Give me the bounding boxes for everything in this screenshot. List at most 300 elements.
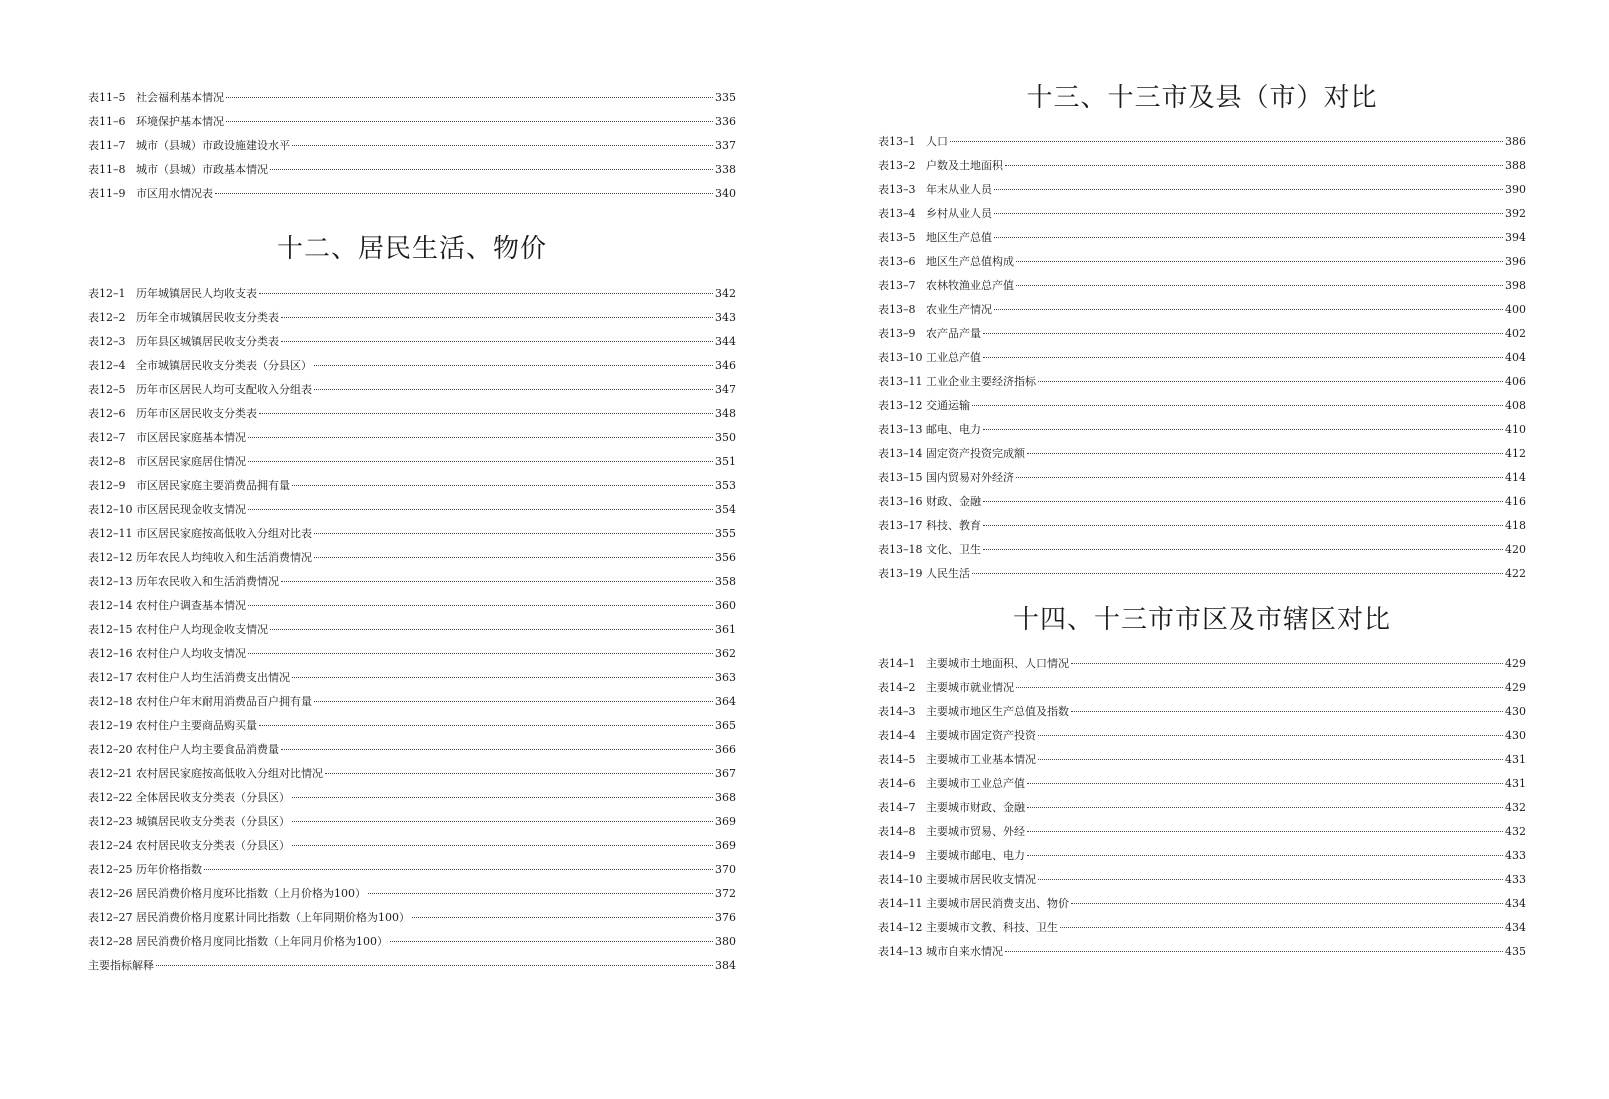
page-number: 433 (1505, 873, 1526, 886)
toc-entry (88, 498, 736, 522)
entry-title: 环境保护基本情况 (136, 115, 224, 128)
entry-title: 历年市区居民收支分类表 (136, 407, 257, 420)
dot-leader (248, 437, 713, 438)
toc-entry (88, 330, 736, 354)
page-number: 370 (715, 863, 736, 876)
toc-entry (878, 418, 1526, 442)
toc-entry (88, 378, 736, 402)
table-number: 表14–6 (878, 777, 916, 790)
table-number: 表12–15 (88, 623, 133, 636)
page-number: 414 (1505, 471, 1526, 484)
table-number: 表13–19 (878, 567, 923, 580)
table-number: 表13–8 (878, 303, 916, 316)
dot-leader (994, 213, 1503, 214)
page-number: 336 (715, 115, 736, 128)
toc-list (88, 86, 736, 206)
toc-entry (878, 772, 1526, 796)
page-number: 356 (715, 551, 736, 564)
entry-title: 文化、卫生 (926, 543, 981, 556)
table-number: 表12–28 (88, 935, 133, 948)
table-number: 表11–6 (88, 115, 126, 128)
toc-entry (878, 130, 1526, 154)
entry-title: 主要城市工业基本情况 (926, 753, 1036, 766)
toc-entry (878, 250, 1526, 274)
page-number: 367 (715, 767, 736, 780)
toc-entry (878, 940, 1526, 964)
table-number: 表12–6 (88, 407, 126, 420)
page-number: 430 (1505, 729, 1526, 742)
entry-title: 地区生产总值 (926, 231, 992, 244)
section13 (878, 74, 1526, 122)
dot-leader (1027, 783, 1503, 784)
table-number: 表13–12 (878, 399, 923, 412)
page-number: 353 (715, 479, 736, 492)
page-number: 408 (1505, 399, 1526, 412)
toc-entry (878, 514, 1526, 538)
toc-entry (878, 322, 1526, 346)
table-number: 表12–21 (88, 767, 133, 780)
dot-leader (1016, 687, 1503, 688)
entry-title: 历年价格指数 (136, 863, 202, 876)
page-number: 348 (715, 407, 736, 420)
table-number: 表12–12 (88, 551, 133, 564)
entry-title: 农村居民家庭按高低收入分组对比情况 (136, 767, 323, 780)
page-number: 386 (1505, 135, 1526, 148)
page-number: 358 (715, 575, 736, 588)
entry-title: 主要城市文教、科技、卫生 (926, 921, 1058, 934)
entry-title: 历年农民收入和生活消费情况 (136, 575, 279, 588)
table-number: 表12–5 (88, 383, 126, 396)
toc-entry (878, 820, 1526, 844)
toc-list (878, 130, 1526, 586)
table-number: 表12–25 (88, 863, 133, 876)
page-number: 390 (1505, 183, 1526, 196)
page-number: 434 (1505, 897, 1526, 910)
table-number: 表12–2 (88, 311, 126, 324)
toc-entry (878, 394, 1526, 418)
table-number: 表13–16 (878, 495, 923, 508)
toc-entry (88, 666, 736, 690)
page-number: 412 (1505, 447, 1526, 460)
entry-title: 农村住户人均收支情况 (136, 647, 246, 660)
dot-leader (983, 501, 1503, 502)
toc-entry (88, 182, 736, 206)
entry-title: 市区居民家庭居住情况 (136, 455, 246, 468)
table-number: 表12–16 (88, 647, 133, 660)
table-number: 表11–7 (88, 139, 126, 152)
table-number: 表12–18 (88, 695, 133, 708)
table-number: 表13–13 (878, 423, 923, 436)
dot-leader (950, 141, 1503, 142)
dot-leader (1038, 759, 1503, 760)
table-number: 表13–17 (878, 519, 923, 532)
section-heading: 十二、居民生活、物价 (276, 234, 547, 264)
dot-leader (270, 169, 713, 170)
toc-entry (878, 700, 1526, 724)
toc-entry (88, 738, 736, 762)
entry-title: 城市（县城）市政设施建设水平 (136, 139, 290, 152)
toc-entry (88, 690, 736, 714)
dot-leader (1071, 903, 1503, 904)
toc-entry (88, 282, 736, 306)
table-number: 表13–15 (878, 471, 923, 484)
page-number: 429 (1505, 657, 1526, 670)
page-number: 394 (1505, 231, 1526, 244)
entry-title: 邮电、电力 (926, 423, 981, 436)
table-number: 表13–3 (878, 183, 916, 196)
section-heading: 十三、十三市及县（市）对比 (1026, 83, 1378, 113)
page-number: 369 (715, 815, 736, 828)
page-number: 351 (715, 455, 736, 468)
toc-entry (878, 892, 1526, 916)
entry-title: 主要城市就业情况 (926, 681, 1014, 694)
table-number: 表13–6 (878, 255, 916, 268)
page-number: 402 (1505, 327, 1526, 340)
toc-entry (878, 466, 1526, 490)
table-number: 表14–8 (878, 825, 916, 838)
table-number: 表12–17 (88, 671, 133, 684)
dot-leader (1071, 711, 1503, 712)
toc-entry (88, 642, 736, 666)
dot-leader (1016, 477, 1503, 478)
page-number: 406 (1505, 375, 1526, 388)
table-number: 表14–5 (878, 753, 916, 766)
toc-entry (88, 786, 736, 810)
entry-title: 主要城市土地面积、人口情况 (926, 657, 1069, 670)
table-number: 表13–5 (878, 231, 916, 244)
dot-leader (259, 413, 713, 414)
dot-leader (156, 965, 713, 966)
entry-title: 主要城市居民收支情况 (926, 873, 1036, 886)
dot-leader (281, 341, 713, 342)
toc-entry (878, 442, 1526, 466)
table-number: 表12–3 (88, 335, 126, 348)
toc-entry (88, 762, 736, 786)
entry-title: 主要指标解释 (88, 959, 154, 972)
dot-leader (983, 525, 1503, 526)
dot-leader (1027, 807, 1503, 808)
toc-entry (88, 834, 736, 858)
toc-entry (88, 402, 736, 426)
page-number: 398 (1505, 279, 1526, 292)
dot-leader (226, 121, 713, 122)
table-number: 表12–24 (88, 839, 133, 852)
dot-leader (1027, 831, 1503, 832)
toc-entry (878, 796, 1526, 820)
table-number: 表14–1 (878, 657, 916, 670)
dot-leader (292, 821, 713, 822)
dot-leader (1027, 855, 1503, 856)
page-number: 369 (715, 839, 736, 852)
toc-entry (88, 906, 736, 930)
entry-title: 人口 (926, 135, 948, 148)
table-number: 表13–1 (878, 135, 916, 148)
table-number: 表12–11 (88, 527, 133, 540)
table-number: 表14–10 (878, 873, 923, 886)
dot-leader (226, 97, 713, 98)
entry-title: 农村住户调查基本情况 (136, 599, 246, 612)
toc-entry (88, 858, 736, 882)
entry-title: 科技、教育 (926, 519, 981, 532)
toc-entry (88, 618, 736, 642)
page-number: 368 (715, 791, 736, 804)
table-number: 表12–4 (88, 359, 126, 372)
entry-title: 历年农民人均纯收入和生活消费情况 (136, 551, 312, 564)
table-number: 表14–12 (878, 921, 923, 934)
entry-title: 城镇居民收支分类表（分县区） (136, 815, 290, 828)
section12-list (88, 282, 736, 978)
dot-leader (412, 917, 713, 918)
page-number: 400 (1505, 303, 1526, 316)
page-number: 420 (1505, 543, 1526, 556)
dot-leader (983, 357, 1503, 358)
entry-title: 居民消费价格月度累计同比指数（上年同期价格为100） (136, 911, 410, 924)
table-number: 表13–14 (878, 447, 923, 460)
page-number: 350 (715, 431, 736, 444)
page-number: 380 (715, 935, 736, 948)
page-number: 365 (715, 719, 736, 732)
entry-title: 城市（县城）市政基本情况 (136, 163, 268, 176)
toc-entry (878, 226, 1526, 250)
toc-entry (88, 810, 736, 834)
entry-title: 工业企业主要经济指标 (926, 375, 1036, 388)
dot-leader (1038, 381, 1503, 382)
toc-entry (88, 450, 736, 474)
dot-leader (292, 797, 713, 798)
page-number: 360 (715, 599, 736, 612)
toc-list (878, 652, 1526, 964)
dot-leader (292, 677, 713, 678)
table-number: 表14–9 (878, 849, 916, 862)
toc-entry (88, 522, 736, 546)
entry-title: 主要城市邮电、电力 (926, 849, 1025, 862)
toc-entry (88, 594, 736, 618)
table-number: 表13–9 (878, 327, 916, 340)
section-heading: 十四、十三市市区及市辖区对比 (1012, 605, 1391, 635)
entry-title: 交通运输 (926, 399, 970, 412)
dot-leader (1038, 879, 1503, 880)
page-number: 410 (1505, 423, 1526, 436)
entry-title: 居民消费价格月度同比指数（上年同月价格为100） (136, 935, 388, 948)
entry-title: 农村住户主要商品购买量 (136, 719, 257, 732)
toc-list (88, 282, 736, 978)
toc-entry (88, 714, 736, 738)
table-number: 表11–9 (88, 187, 126, 200)
dot-leader (994, 237, 1503, 238)
page-number: 335 (715, 91, 736, 104)
left-page (0, 0, 804, 1099)
entry-title: 历年城镇居民人均收支表 (136, 287, 257, 300)
entry-title: 市区用水情况表 (136, 187, 213, 200)
dot-leader (325, 773, 713, 774)
page-number: 343 (715, 311, 736, 324)
entry-title: 历年全市城镇居民收支分类表 (136, 311, 279, 324)
entry-title: 全体居民收支分类表（分县区） (136, 791, 290, 804)
page-number: 418 (1505, 519, 1526, 532)
dot-leader (1005, 165, 1503, 166)
entry-title: 主要城市工业总产值 (926, 777, 1025, 790)
dot-leader (983, 429, 1503, 430)
toc-entry (88, 930, 736, 954)
page-number: 363 (715, 671, 736, 684)
page-number: 361 (715, 623, 736, 636)
page-number: 366 (715, 743, 736, 756)
dot-leader (314, 701, 713, 702)
entry-title: 固定资产投资完成额 (926, 447, 1025, 460)
entry-title: 主要城市居民消费支出、物价 (926, 897, 1069, 910)
toc-entry (878, 676, 1526, 700)
page-number: 392 (1505, 207, 1526, 220)
toc-entry (878, 490, 1526, 514)
toc-entry (88, 306, 736, 330)
right-page (805, 0, 1609, 1099)
entry-title: 历年市区居民人均可支配收入分组表 (136, 383, 312, 396)
entry-title: 社会福利基本情况 (136, 91, 224, 104)
toc-entry (88, 546, 736, 570)
page-number: 347 (715, 383, 736, 396)
table-number: 表11–5 (88, 91, 126, 104)
toc-entry (878, 538, 1526, 562)
toc-entry (878, 202, 1526, 226)
dot-leader (390, 941, 713, 942)
page-number: 372 (715, 887, 736, 900)
page-number: 355 (715, 527, 736, 540)
page-number: 404 (1505, 351, 1526, 364)
table-number: 表12–7 (88, 431, 126, 444)
page-number: 362 (715, 647, 736, 660)
toc-entry (88, 134, 736, 158)
entry-title: 户数及土地面积 (926, 159, 1003, 172)
entry-title: 农业生产情况 (926, 303, 992, 316)
page-number: 384 (715, 959, 736, 972)
table-number: 表13–7 (878, 279, 916, 292)
entry-title: 财政、金融 (926, 495, 981, 508)
table-number: 表12–20 (88, 743, 133, 756)
page-number: 416 (1505, 495, 1526, 508)
dot-leader (1027, 453, 1503, 454)
dot-leader (292, 485, 713, 486)
entry-title: 人民生活 (926, 567, 970, 580)
dot-leader (368, 893, 713, 894)
page-number: 422 (1505, 567, 1526, 580)
table-number: 表12–14 (88, 599, 133, 612)
page-number: 434 (1505, 921, 1526, 934)
toc-entry (88, 570, 736, 594)
table-number: 表13–4 (878, 207, 916, 220)
dot-leader (983, 333, 1503, 334)
entry-title: 农村住户年末耐用消费品百户拥有量 (136, 695, 312, 708)
dot-leader (983, 549, 1503, 550)
page-number: 433 (1505, 849, 1526, 862)
entry-title: 农村住户人均主要食品消费量 (136, 743, 279, 756)
table-number: 表12–13 (88, 575, 133, 588)
table-number: 表12–23 (88, 815, 133, 828)
table-number: 表12–26 (88, 887, 133, 900)
dot-leader (314, 557, 713, 558)
dot-leader (248, 605, 713, 606)
dot-leader (972, 405, 1503, 406)
entry-title: 市区居民家庭按高低收入分组对比表 (136, 527, 312, 540)
dot-leader (215, 193, 713, 194)
entry-title: 年末从业人员 (926, 183, 992, 196)
toc-entry (878, 868, 1526, 892)
dot-leader (204, 869, 713, 870)
page-number: 431 (1505, 753, 1526, 766)
toc-entry (878, 298, 1526, 322)
toc-entry (878, 178, 1526, 202)
table-number: 表12–8 (88, 455, 126, 468)
entry-title: 农村居民收支分类表（分县区） (136, 839, 290, 852)
dot-leader (1005, 951, 1503, 952)
dot-leader (292, 845, 713, 846)
toc-entry (878, 748, 1526, 772)
page-number: 435 (1505, 945, 1526, 958)
toc-entry (88, 882, 736, 906)
table-number: 表12–10 (88, 503, 133, 516)
entry-title: 市区居民现金收支情况 (136, 503, 246, 516)
dot-leader (1060, 927, 1503, 928)
table-number: 表14–4 (878, 729, 916, 742)
table-number: 表12–19 (88, 719, 133, 732)
toc-entry (88, 110, 736, 134)
entry-title: 城市自来水情况 (926, 945, 1003, 958)
toc-entry (88, 426, 736, 450)
entry-title: 市区居民家庭基本情况 (136, 431, 246, 444)
entry-title: 国内贸易对外经济 (926, 471, 1014, 484)
page-number: 338 (715, 163, 736, 176)
table-number: 表12–9 (88, 479, 126, 492)
table-number: 表14–7 (878, 801, 916, 814)
page-number: 396 (1505, 255, 1526, 268)
dot-leader (314, 365, 713, 366)
page-number: 346 (715, 359, 736, 372)
toc-entry (88, 86, 736, 110)
entry-title: 全市城镇居民收支分类表（分县区） (136, 359, 312, 372)
page-number: 388 (1505, 159, 1526, 172)
table-number: 表12–1 (88, 287, 126, 300)
toc-entry (878, 724, 1526, 748)
section14 (878, 596, 1526, 644)
page-number: 344 (715, 335, 736, 348)
dot-leader (972, 573, 1503, 574)
entry-title: 主要城市地区生产总值及指数 (926, 705, 1069, 718)
entry-title: 主要城市贸易、外经 (926, 825, 1025, 838)
table-number: 表13–10 (878, 351, 923, 364)
page-number: 354 (715, 503, 736, 516)
dot-leader (259, 725, 713, 726)
entry-title: 工业总产值 (926, 351, 981, 364)
toc-entry (88, 158, 736, 182)
entry-title: 农林牧渔业总产值 (926, 279, 1014, 292)
section13-list (878, 130, 1526, 586)
page-number: 337 (715, 139, 736, 152)
page-number: 432 (1505, 801, 1526, 814)
section12 (88, 225, 736, 273)
table-number: 表13–11 (878, 375, 923, 388)
table-number: 表13–18 (878, 543, 923, 556)
toc-entry (88, 474, 736, 498)
page-number: 376 (715, 911, 736, 924)
toc-entry (878, 562, 1526, 586)
dot-leader (248, 653, 713, 654)
table-number: 表13–2 (878, 159, 916, 172)
table-number: 表12–22 (88, 791, 133, 804)
dot-leader (994, 189, 1503, 190)
section11-tail (88, 86, 736, 206)
page-number: 342 (715, 287, 736, 300)
entry-title: 地区生产总值构成 (926, 255, 1014, 268)
table-number: 表12–27 (88, 911, 133, 924)
